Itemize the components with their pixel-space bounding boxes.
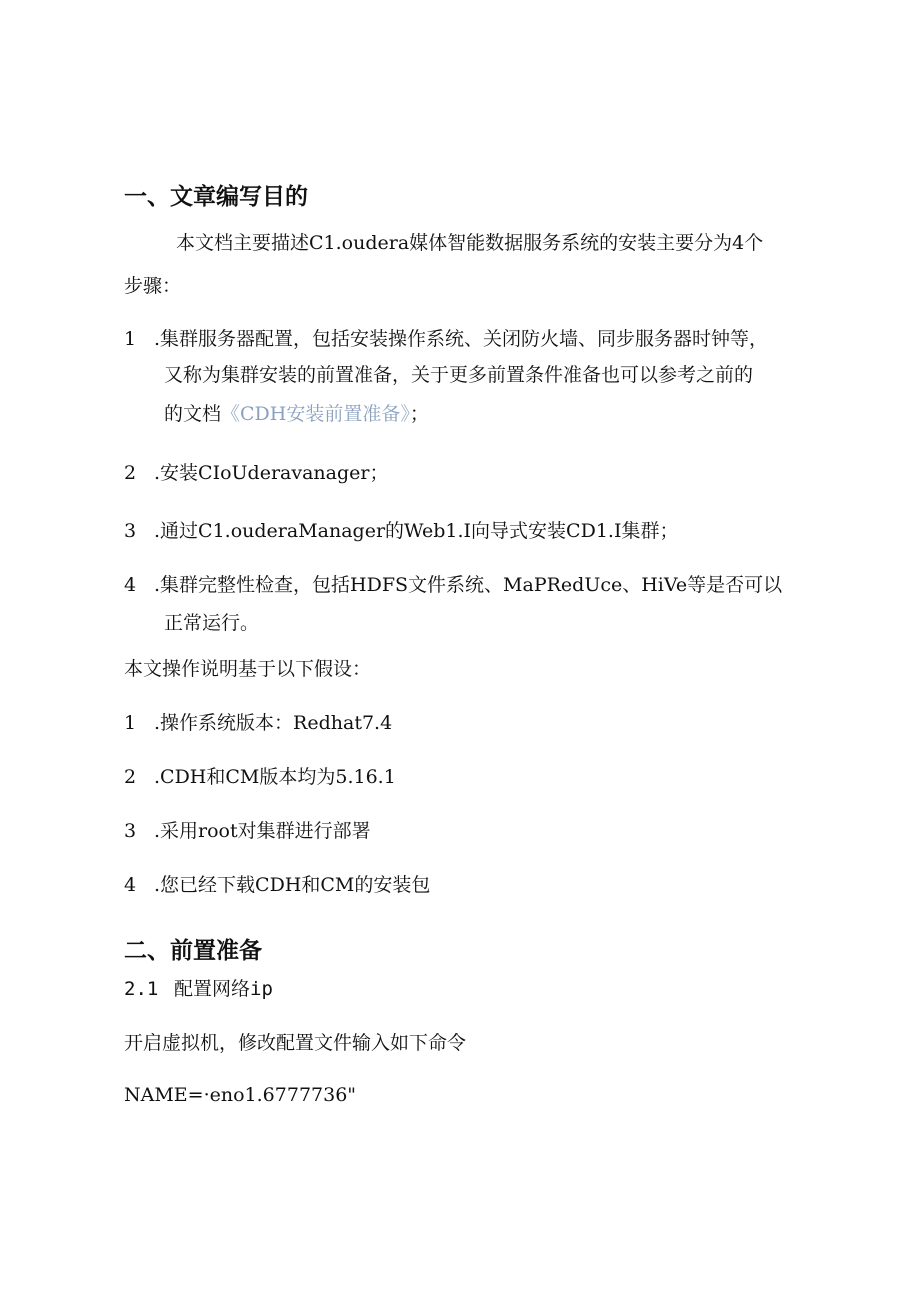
step-3 xyxy=(124,510,678,553)
assumption-2-text: .CDH和CM版本均为5.16.1 xyxy=(154,766,396,788)
step-4-number: 4 xyxy=(124,574,137,596)
step-1-number: 1 xyxy=(124,328,137,350)
subsection-2-1-title: 配置网络ip xyxy=(174,978,273,1000)
step-3-number: 3 xyxy=(124,520,137,542)
intro-line-1: 本文档主要描述C1.oudera媒体智能数据服务系统的安装主要分为4个 xyxy=(176,232,764,254)
section-2-paragraph: 开启虚拟机，修改配置文件输入如下命令 xyxy=(124,1032,467,1054)
assumption-2-number: 2 xyxy=(124,766,137,788)
assumption-4 xyxy=(124,864,430,907)
step-1-line-3 xyxy=(164,393,429,436)
step-3-text: .通过C1.ouderaManager的Web1.I向导式安装CD1.I集群； xyxy=(154,520,679,542)
step-2 xyxy=(124,452,388,495)
step-1-line-3-suffix: ； xyxy=(409,403,429,425)
assumption-3-text: .采用root对集群进行部署 xyxy=(154,820,371,842)
assumption-1-number: 1 xyxy=(124,712,137,734)
assumption-4-number: 4 xyxy=(124,874,137,896)
assumption-3 xyxy=(124,810,371,853)
assumption-intro: 本文操作说明基于以下假设： xyxy=(124,658,372,680)
step-2-number: 2 xyxy=(124,462,137,484)
assumption-4-text: .您已经下载CDH和CM的安装包 xyxy=(154,874,431,896)
assumption-1 xyxy=(124,702,392,745)
section-2-title: 二、前置准备 xyxy=(124,938,262,964)
step-4-line-1 xyxy=(124,564,782,607)
cdh-prep-doc-link[interactable]: 《CDH安装前置准备》 xyxy=(221,403,410,425)
step-2-text: .安装CIoUderavanager； xyxy=(154,462,389,484)
assumption-2 xyxy=(124,756,396,799)
step-1-line-2: 又称为集群安装的前置准备，关于更多前置条件准备也可以参考之前的 xyxy=(164,364,754,386)
step-4-text: .集群完整性检查，包括HDFS文件系统、MaPRedUce、HiVe等是否可以 xyxy=(154,574,783,596)
step-4-line-2: 正常运行。 xyxy=(164,612,260,634)
assumption-3-number: 3 xyxy=(124,820,137,842)
config-command: NAME=·eno1.6777736" xyxy=(124,1084,357,1106)
subsection-2-1-number: 2.1 xyxy=(124,978,159,1000)
section-1-title: 一、文章编写目的 xyxy=(124,184,308,210)
assumption-1-text: .操作系统版本：Redhat7.4 xyxy=(154,712,393,734)
subsection-2-1-heading xyxy=(124,968,273,1011)
step-1-text: .集群服务器配置，包括安装操作系统、关闭防火墙、同步服务器时钟等， xyxy=(154,328,769,350)
intro-line-2: 步骤： xyxy=(124,275,182,297)
step-1-line-3-prefix: 的文档 xyxy=(164,403,222,425)
